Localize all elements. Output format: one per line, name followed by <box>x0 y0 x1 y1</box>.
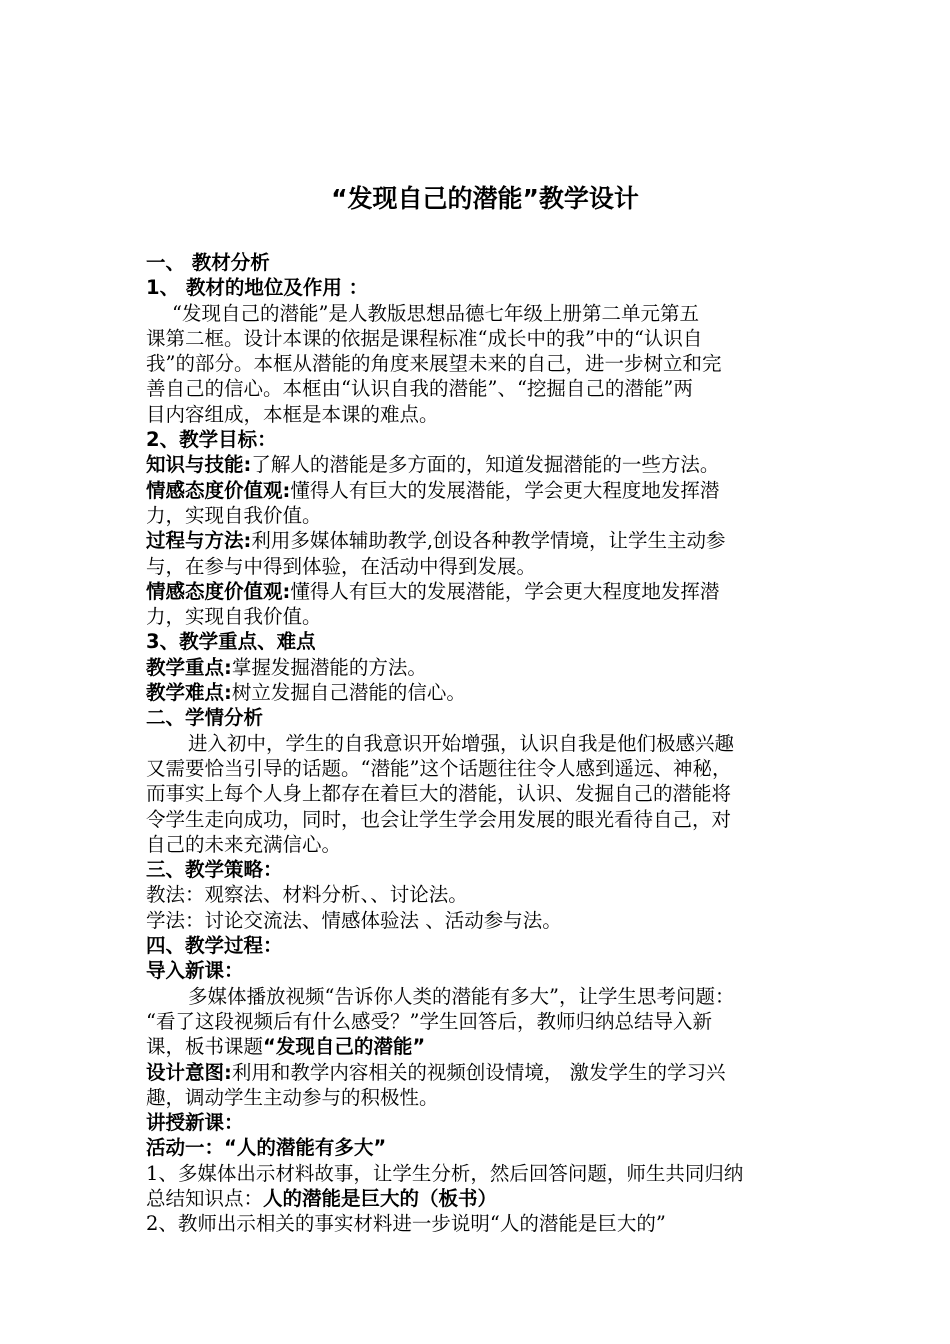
activity-one-heading: 活动一：“人的潜能有多大” <box>146 1136 387 1160</box>
goal-text: 懂得人有巨大的发展潜能，学会更大程度地发挥潜 <box>290 579 720 603</box>
subheading-key-points: 3、教学重点、难点 <box>146 630 316 654</box>
goal-text: 利用多媒体辅助教学,创设各种教学情境，让学生主动参 <box>251 529 726 553</box>
subheading-new-lesson: 讲授新课： <box>146 1111 244 1135</box>
document-page <box>146 182 814 1237</box>
document-title: “发现自己的潜能”教学设计 <box>331 184 639 213</box>
subheading-position-role: 1、 教材的地位及作用 ： <box>146 276 369 300</box>
paragraph-line: 我”的部分。本框从潜能的角度来展望未来的自己，进一步树立和完 <box>146 352 722 376</box>
key-point-text: 掌握发掘潜能的方法。 <box>231 655 427 679</box>
subheading-teaching-goals: 2、教学目标： <box>146 428 277 452</box>
paragraph-line: 令学生走向成功，同时，也会让学生学会用发展的眼光看待自己，对 <box>146 807 732 831</box>
paragraph-line: 1、多媒体出示材料故事，让学生分析，然后回答问题，师生共同归纳 <box>146 1161 744 1185</box>
paragraph-line: 2、教师出示相关的事实材料进一步说明“人的潜能是巨大的” <box>146 1212 666 1236</box>
goal-label: 知识与技能: <box>146 453 252 477</box>
design-intent-text: 利用和教学内容相关的视频创设情境， 激发学生的学习兴 <box>231 1060 726 1084</box>
paragraph-line: 力，实现自我价值。 <box>146 503 322 527</box>
paragraph-line: 与，在参与中得到体验，在活动中得到发展。 <box>146 554 537 578</box>
section-heading-strategy: 三、教学策略： <box>146 858 283 882</box>
difficult-point <box>146 680 814 705</box>
section-heading-material-analysis: 一、 教材分析 <box>146 251 270 274</box>
learning-methods: 学法：讨论交流法、情感体验法 、活动参与法。 <box>146 908 562 932</box>
paragraph-line: 善自己的信心。本框由“认识自我的潜能”、“挖掘自己的潜能”两 <box>146 377 693 401</box>
goal-knowledge <box>146 452 814 477</box>
paragraph-line <box>146 1186 814 1211</box>
paragraph-line: 进入初中，学生的自我意识开始增强，认识自我是他们极感兴趣 <box>188 731 735 755</box>
section-heading-process: 四、教学过程： <box>146 934 283 958</box>
paragraph-line: 力，实现自我价值。 <box>146 605 322 629</box>
key-point-label: 教学重点: <box>146 655 232 679</box>
design-intent <box>146 1060 814 1085</box>
lesson-title: “发现自己的潜能” <box>263 1035 426 1059</box>
difficult-point-text: 树立发掘自己潜能的信心。 <box>231 681 466 705</box>
goal-emotion-repeat <box>146 579 814 604</box>
paragraph-line: 目内容组成，本框是本课的难点。 <box>146 402 439 426</box>
paragraph-line <box>146 1034 814 1059</box>
paragraph-line: 课第二框。设计本课的依据是课程标准“成长中的我”中的“认识自 <box>146 326 703 350</box>
summary-prefix: 总结知识点： <box>146 1186 264 1210</box>
knowledge-point: 人的潜能是巨大的（板书） <box>263 1186 498 1210</box>
goal-emotion <box>146 478 814 503</box>
section-heading-student-analysis: 二、学情分析 <box>146 706 264 730</box>
paragraph-line: 又需要恰当引导的话题。“潜能”这个话题往往令人感到遥远、神秘， <box>146 756 732 780</box>
lesson-title-prefix: 课，板书课题 <box>146 1035 264 1059</box>
goal-label: 过程与方法: <box>146 529 252 553</box>
goal-text: 懂得人有巨大的发展潜能，学会更大程度地发挥潜 <box>290 478 720 502</box>
teaching-methods: 教法：观察法、材料分析、、讨论法。 <box>146 883 468 907</box>
paragraph-line: “看了这段视频后有什么感受？”学生回答后，教师归纳总结导入新 <box>146 1009 712 1033</box>
key-point <box>146 655 814 680</box>
difficult-point-label: 教学难点: <box>146 681 232 705</box>
paragraph-line: 自己的未来充满信心。 <box>146 832 342 856</box>
goal-label: 情感态度价值观: <box>146 579 291 603</box>
paragraph-line: “发现自己的潜能”是人教版思想品德七年级上册第二单元第五 <box>172 301 699 325</box>
paragraph-line: 而事实上每个人身上都存在着巨大的潜能，认识、发掘自己的潜能将 <box>146 782 732 806</box>
design-intent-label: 设计意图: <box>146 1060 232 1084</box>
goal-label: 情感态度价值观: <box>146 478 291 502</box>
goal-text: 了解人的潜能是多方面的，知道发掘潜能的一些方法。 <box>251 453 720 477</box>
paragraph-line: 多媒体播放视频“告诉你人类的潜能有多大”，让学生思考问题： <box>188 984 735 1008</box>
subheading-introduction: 导入新课： <box>146 959 244 983</box>
paragraph-line: 趣，调动学生主动参与的积极性。 <box>146 1085 439 1109</box>
goal-process <box>146 528 814 553</box>
